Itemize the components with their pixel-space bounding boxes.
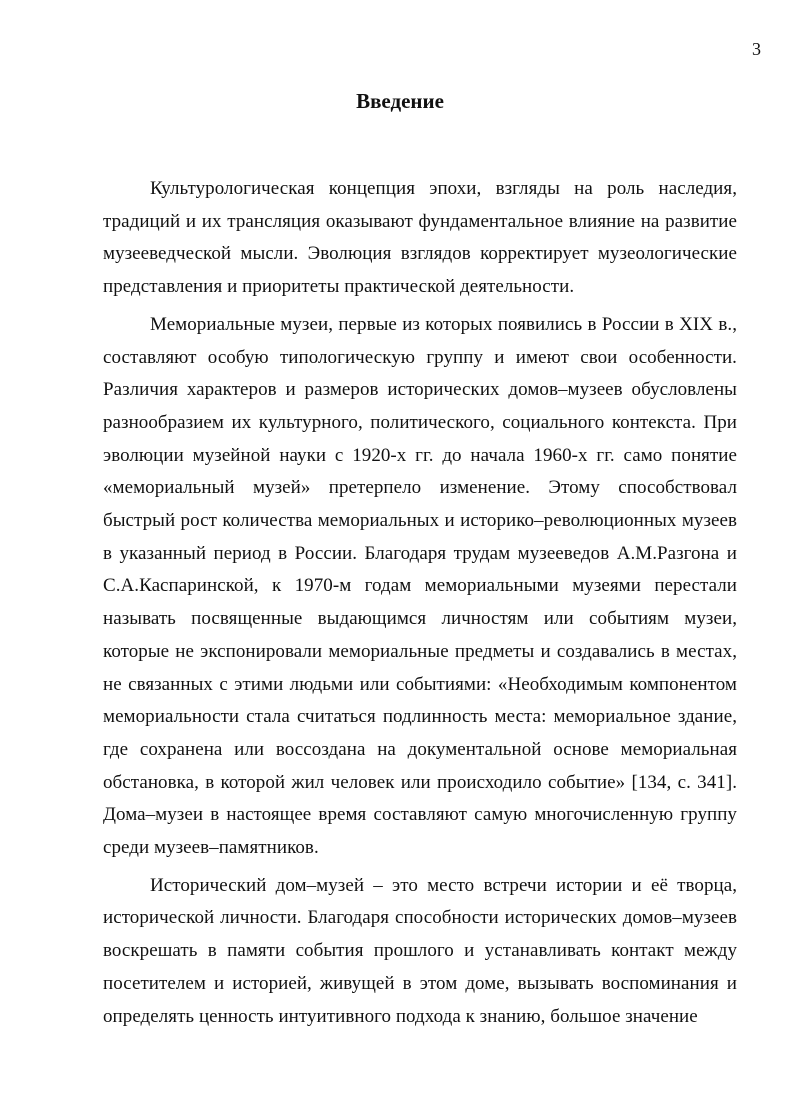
- paragraph-memorial-museums: Мемориальные музеи, первые из которых появились в России в XIX в., составляют особую типологическую группу и имеют свои особенности. Различия характеров и размеров исторических домов–музеев обусловлены разнообразием их культурного, политического, социального контекста. При эволюции музейной науки с 1920-х гг. до начала 1960-х гг. само понятие «мемориальный музей» претерпело изменение. Этому способствовал быстрый рост количества мемориальных и историко–революционных музеев в указанный период в России. Благодаря трудам музееведов А.М.Разгона и С.А.Каспаринской, к 1970-м годам мемориальными музеями перестали называть посвященные выдающимся личностям или событиям музеи, которые не экспонировали мемориальные предметы и создавались в местах, не связанных с этими людьми или событиями: «Необходимым компонентом мемориальности стала считаться подлинность места: мемориальное здание, где сохранена или воссоздана на документальной основе мемориальная обстановка, в которой жил человек или происходило событие» [134, с. 341]. Дома–музеи в настоящее время составляют самую многочисленную группу среди музеев–памятников.: [103, 313, 737, 859]
- page-title: Введение: [356, 89, 444, 113]
- paragraph-house-museum: Исторический дом–музей – это место встречи истории и её творца, исторической личности. Благодаря способности исторических домов–музеев воскрешать в памяти события прошлого и устанавливать контакт между посетителем и историей, живущей в этом доме, вызывать воспоминания и определять ценность интуитивного подхода к знанию, большое значение: [103, 874, 737, 1027]
- page-number: 3: [752, 39, 761, 59]
- body-text: [103, 173, 737, 1033]
- paragraph-intro: Культурологическая концепция эпохи, взгляды на роль наследия, традиций и их трансляция оказывают фундаментальное влияние на развитие музееведческой мысли. Эволюция взглядов корректирует музеологические представления и приоритеты практической деятельности.: [103, 178, 737, 298]
